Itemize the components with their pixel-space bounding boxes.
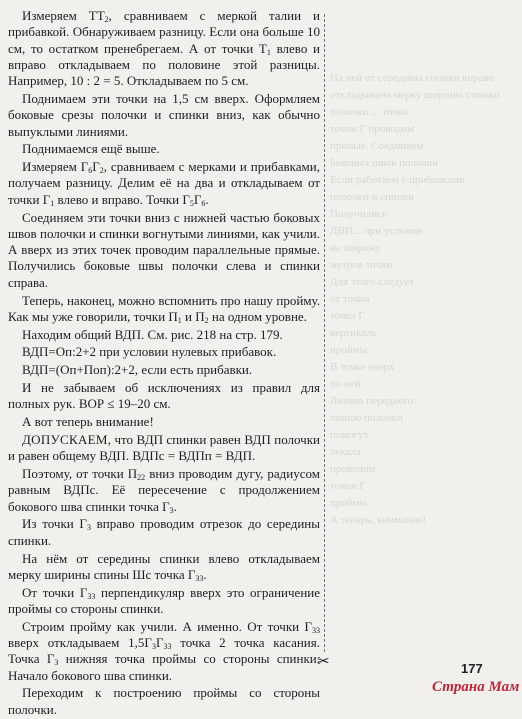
paragraph-12 [8, 432, 320, 465]
text-run: На нём от середины спинки влево откладываем мерку ширины спины Шс точка Г [8, 550, 320, 582]
text-run: Измеряем ТТ [22, 8, 105, 23]
paragraph-7 [8, 327, 320, 343]
page-number: 177 [461, 661, 483, 676]
text-run: и П [181, 308, 205, 324]
subscript: 1 [266, 47, 271, 57]
emphasis-word: ДОПУСКАЕМ [22, 431, 108, 447]
paragraph-3 [8, 141, 320, 157]
paragraph-18 [8, 685, 320, 718]
text-run: Г [155, 634, 164, 650]
text-run: Поэтому, от точки П [22, 466, 138, 482]
paragraph-17 [8, 619, 320, 684]
subscript: 22 [137, 473, 146, 483]
paragraph-15 [8, 551, 320, 584]
subscript: 3 [54, 658, 59, 668]
text-run: , что ВДП спинки равен ВДП полочки и равен общему ВДП. ВДПс = ВДПп = ВДП. [8, 431, 320, 464]
subscript: 5 [189, 198, 194, 208]
text-run: Из точки Г [22, 516, 87, 532]
subscript: 33 [195, 573, 204, 583]
text-run: вправо проводим отрезок до середины спинки. [8, 516, 320, 548]
text-run: Поднимаемся ещё выше. [22, 141, 160, 157]
text-run: Соединяем эти точки вниз с нижней частью боковых швов полочки и спинки вогнутыми линиями, как учили. А вверх из этих точек проводим параллельные прямые. Получились боковые швы полочки слева и спинки справа. [8, 209, 320, 290]
subscript: 2 [99, 166, 104, 176]
text-run: Измеряем Г [22, 159, 89, 175]
scissors-icon: ✂ [317, 654, 330, 670]
subscript: 3 [151, 641, 156, 651]
text-run: вверх откладываем 1,5Г [8, 634, 152, 650]
text-run: . [205, 191, 209, 207]
text-run: , сравниваем с мерками и прибавками, получаем разницу. Делим её на два и откладываем от точки Г [8, 159, 320, 207]
text-run: . [203, 566, 207, 582]
text-run: нижняя точка проймы со стороны спинки. Начало бокового шва спинки. [8, 651, 320, 683]
text-run: Г [193, 191, 202, 207]
text-run: А вот теперь внимание! [22, 414, 154, 430]
text-run: влево и вправо откладываем по половине этой разницы. Например, 10 : 2 = 5. Откладываем по 5 см. [8, 40, 321, 89]
paragraph-9 [8, 362, 320, 378]
text-run: ВДП=(Оп+Поп):2+2, если есть прибавки. [22, 362, 253, 378]
text-run: Находим общий ВДП. См. рис. 218 на стр. 179. [22, 326, 283, 342]
text-run: перпендикуляр вверх это ограничение проймы со стороны спинки. [8, 584, 320, 616]
paragraph-6 [8, 293, 320, 326]
subscript: 3 [169, 505, 174, 515]
paragraph-10 [8, 380, 320, 413]
subscript: 2 [204, 315, 209, 325]
paragraph-1 [8, 8, 320, 89]
subscript: 6 [88, 166, 93, 176]
text-run: От точки Г [22, 584, 88, 600]
watermark-logo: Страна Мам [432, 679, 520, 695]
subscript: 33 [312, 625, 320, 635]
subscript: 1 [177, 315, 182, 325]
subscript: 2 [104, 15, 109, 24]
paragraph-13 [8, 466, 320, 515]
paragraph-11 [8, 414, 320, 430]
text-run: Строим пройму как учили. А именно. От точки Г [22, 618, 312, 634]
text-run: вниз проводим дугу, радиусом равным ВДПс. Её пересечение с продолжением бокового шва спинки точка Г [8, 466, 320, 514]
show-through-text: На ней от середины спинки вправо откладываем мерку ширины спинки полочки ... точки точки Г проводим прямые. Соединяем боковых швов полочки Если работаем с прибавками полочки и спинки Получились ДВП... при условии на ширину метров точки Для этого следует от точки точка Г вертикаль проймы В точке вверх по ней Линию переднего линию полочки помогут лекала проводим точки Г проймы А теперь, внимание! [330, 72, 500, 526]
paragraph-5 [8, 210, 320, 291]
paragraph-16 [8, 585, 320, 618]
text-run: на одном уровне. [208, 308, 307, 324]
text-run: . [173, 498, 177, 514]
subscript: 6 [201, 198, 206, 208]
text-run: влево и вправо. Точки Г [54, 191, 190, 207]
page-body [8, 8, 320, 719]
text-run: точка 2 точка касания. Точка Г [8, 634, 320, 667]
paragraph-14 [8, 516, 320, 549]
text-run: Поднимаем эти точки на 1,5 см вверх. Оформляем боковые срезы полочки и спинки вниз, как обычно выпуклыми линиями. [8, 90, 320, 139]
text-run: И не забываем об исключениях из правил для полных рук. ВОР ≤ 19–20 см. [8, 380, 320, 412]
text-run: Г [92, 159, 100, 175]
subscript: 1 [50, 198, 55, 208]
cut-line [324, 14, 325, 652]
text-run: Переходим к построению проймы со стороны полочки. [8, 685, 320, 717]
text-run: Теперь, наконец, можно вспомнить про нашу пройму. Как мы уже говорили, точки П [8, 292, 320, 324]
subscript: 33 [87, 591, 96, 601]
paragraph-8 [8, 344, 320, 360]
paragraph-4 [8, 159, 320, 208]
paragraph-2 [8, 91, 320, 140]
text-run: , сравниваем с меркой талии и прибавкой. Обнаруживаем разницу. Если она больше 10 см, то остатком пренебрегаем. А от точки Т [8, 8, 320, 56]
subscript: 33 [163, 641, 172, 651]
subscript: 3 [86, 523, 91, 533]
text-run: ВДП=Оп:2+2 при условии нулевых прибавок. [22, 344, 277, 360]
